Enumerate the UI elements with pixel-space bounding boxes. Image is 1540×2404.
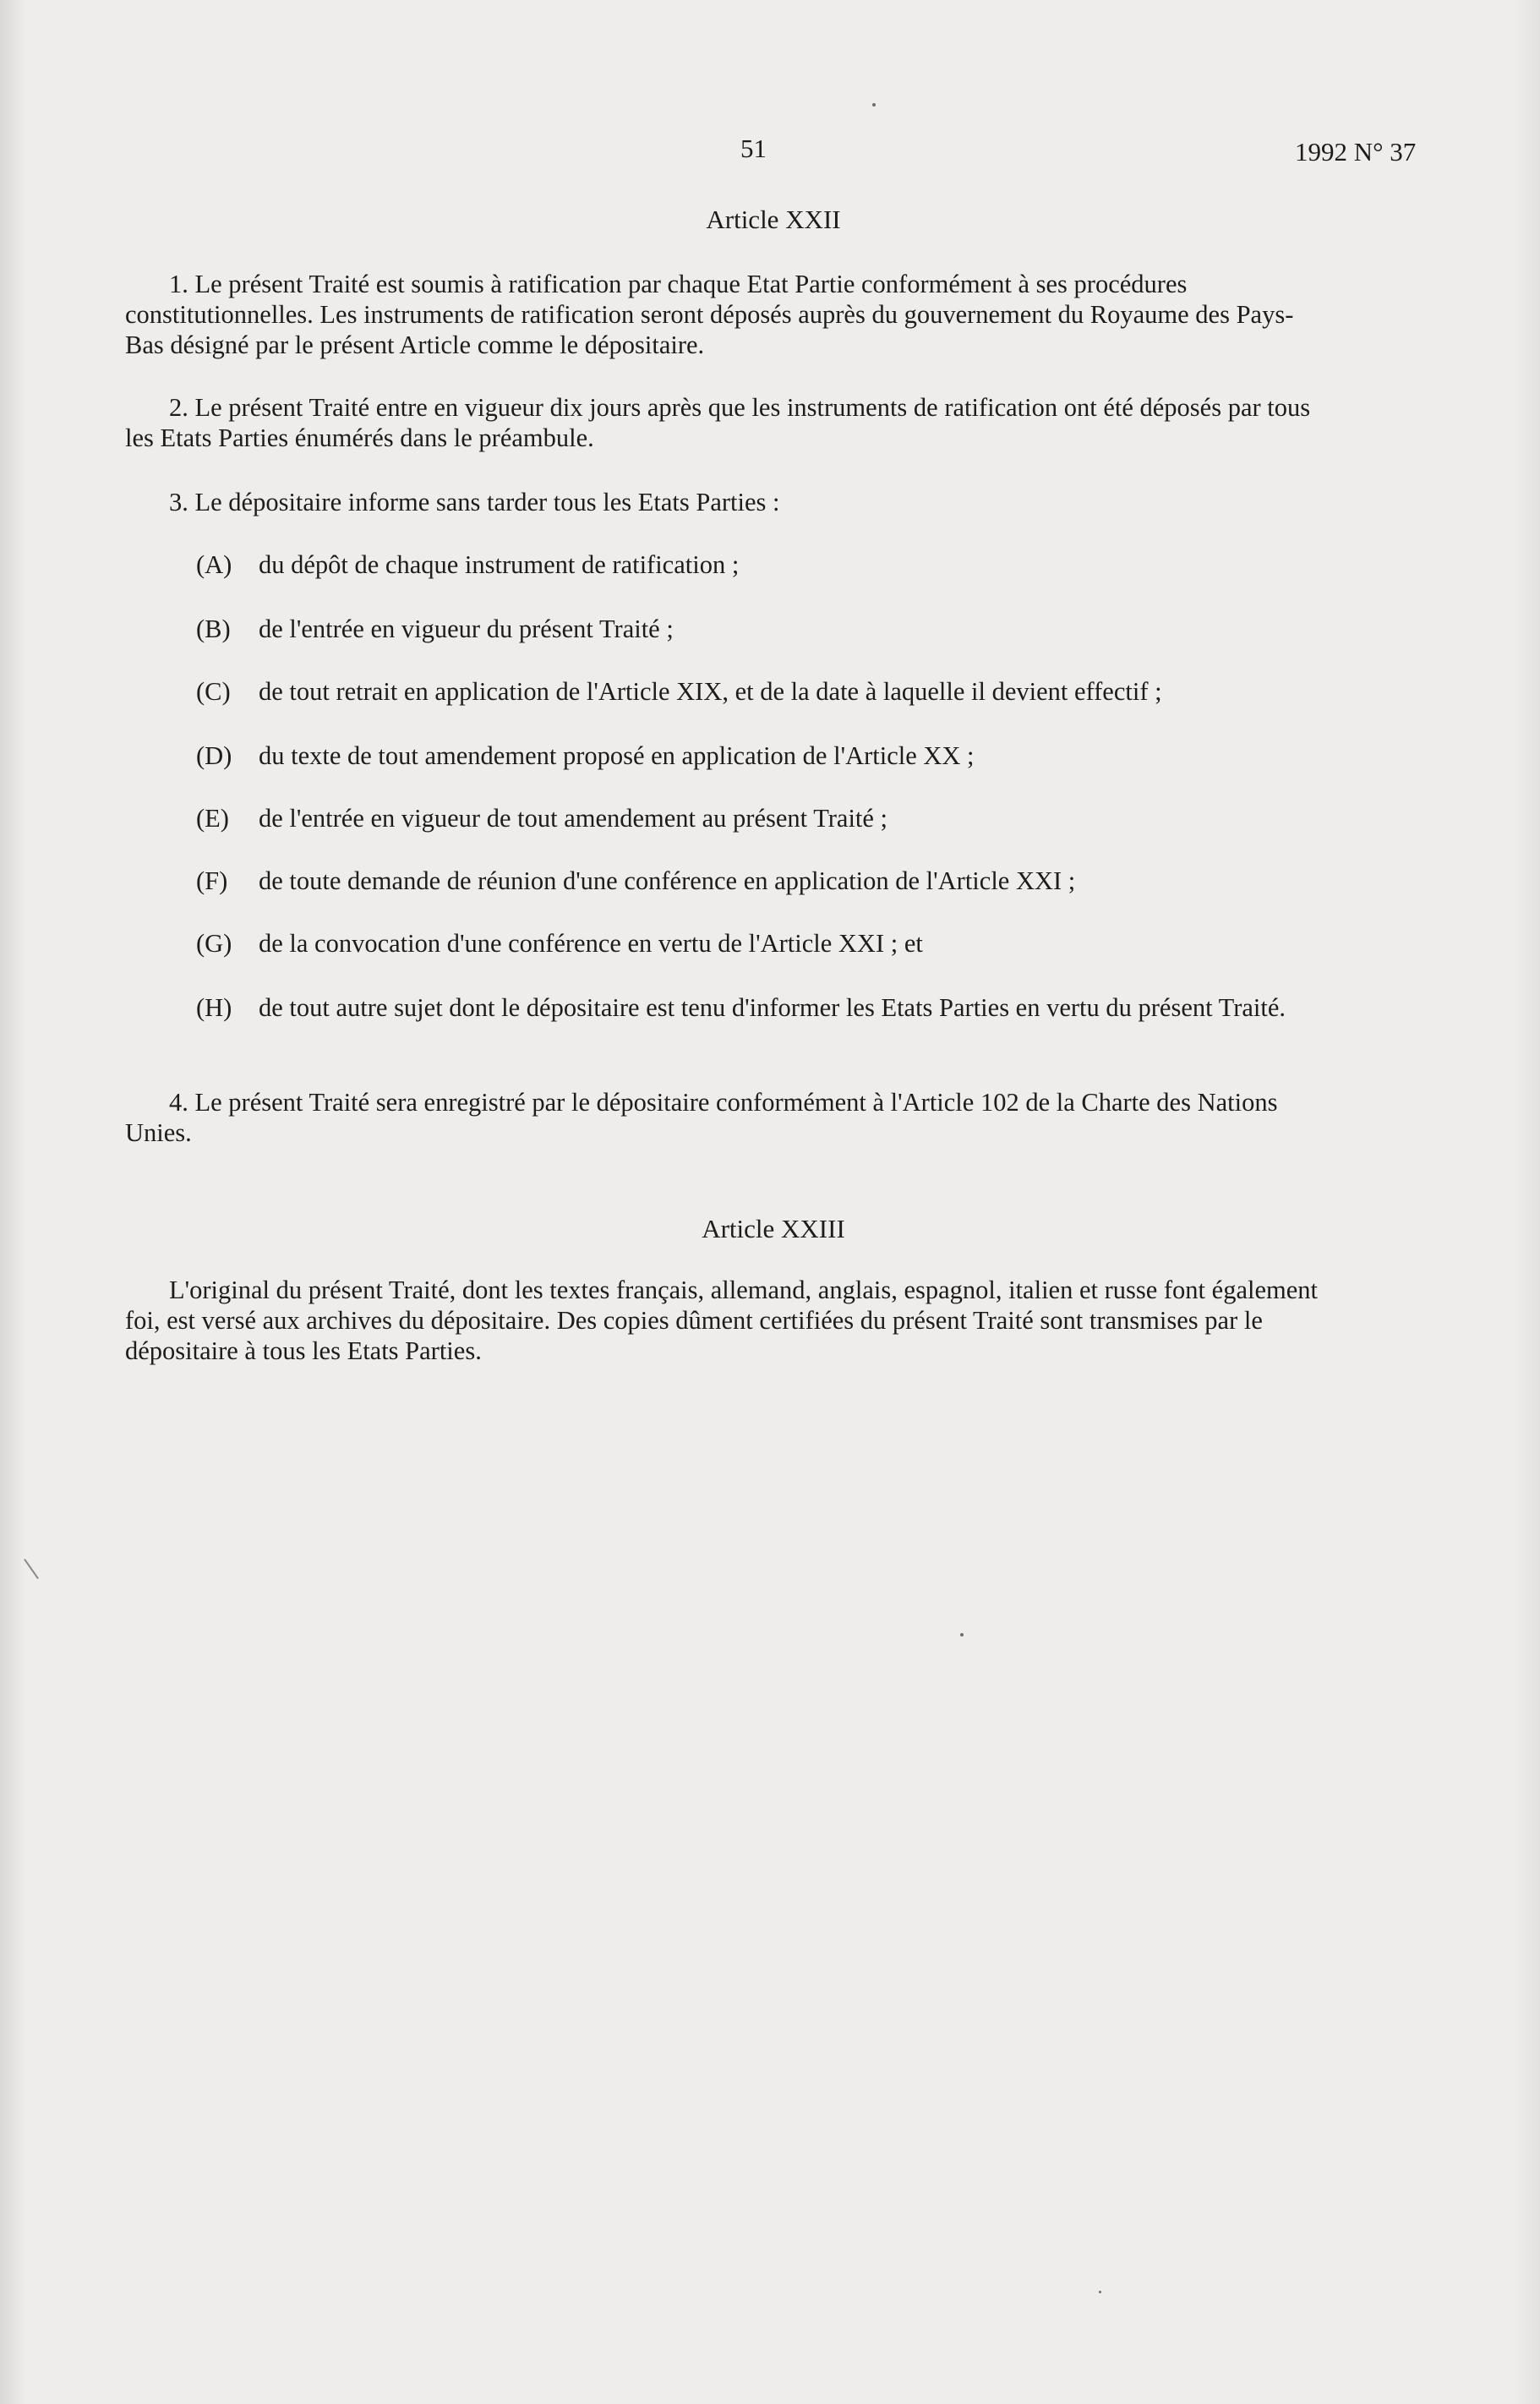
article-22-paragraph-2: 2. Le présent Traité entre en vigueur dix jours après que les instruments de ratification ont été déposés par tous les Etats Parties énumérés dans le préambule. bbox=[125, 393, 1311, 452]
list-item-c bbox=[196, 676, 1337, 707]
article-22-paragraph-3: 3. Le dépositaire informe sans tarder tous les Etats Parties : bbox=[169, 488, 780, 516]
list-item-text: de la convocation d'une conférence en vertu de l'Article XXI ; et bbox=[259, 929, 923, 958]
list-item-text: de l'entrée en vigueur du présent Traité ; bbox=[259, 615, 674, 643]
list-item-b bbox=[196, 614, 1337, 644]
list-item-letter: (F) bbox=[196, 866, 228, 895]
publication-reference: 1992 N° 37 bbox=[1295, 137, 1417, 167]
list-item-letter: (A) bbox=[196, 550, 232, 579]
list-item-g bbox=[196, 928, 1337, 959]
article-22-paragraph-1: 1. Le présent Traité est soumis à ratification par chaque Etat Partie conformément à ses procédures constitutionnelles. Les instruments de ratification seront déposés auprès du gouvernement du Royaume des Pays-Bas désigné par le présent Article comme le dépositaire. bbox=[125, 270, 1294, 359]
list-item-letter: (E) bbox=[196, 804, 229, 833]
margin-scratch bbox=[24, 1559, 39, 1579]
list-item-letter: (H) bbox=[196, 993, 232, 1022]
list-item-letter: (C) bbox=[196, 677, 231, 706]
page-number: 51 bbox=[740, 134, 767, 163]
paper-speck bbox=[1099, 2291, 1101, 2293]
list-item-text: du texte de tout amendement proposé en application de l'Article XX ; bbox=[259, 741, 975, 770]
list-item-text: de toute demande de réunion d'une conférence en application de l'Article XXI ; bbox=[259, 866, 1076, 895]
article-23-title: Article XXIII bbox=[702, 1214, 845, 1243]
article-23-paragraph-1: L'original du présent Traité, dont les textes français, allemand, anglais, espagnol, italien et russe font également foi, est versé aux archives du dépositaire. Des copies dûment certifiées du présent Traité sont transmises par le dépositaire à tous les Etats Parties. bbox=[125, 1276, 1318, 1365]
list-item-text: du dépôt de chaque instrument de ratification ; bbox=[259, 550, 740, 579]
paper-speck bbox=[872, 103, 876, 107]
list-item-text: de tout retrait en application de l'Article XIX, et de la date à laquelle il devient effectif ; bbox=[259, 677, 1162, 706]
list-item-text: de l'entrée en vigueur de tout amendement au présent Traité ; bbox=[259, 804, 888, 833]
list-item-letter: (B) bbox=[196, 615, 231, 643]
paper-speck bbox=[960, 1633, 964, 1636]
article-22-paragraph-4: 4. Le présent Traité sera enregistré par le dépositaire conformément à l'Article 102 de la Charte des Nations Unies. bbox=[125, 1088, 1278, 1147]
list-item-f bbox=[196, 866, 1337, 896]
list-item-e bbox=[196, 803, 1337, 833]
list-item-d bbox=[196, 740, 1337, 771]
list-item-a bbox=[196, 549, 1337, 580]
article-22-title: Article XXII bbox=[706, 205, 841, 234]
list-item-h bbox=[196, 992, 1337, 1023]
list-item-text: de tout autre sujet dont le dépositaire est tenu d'informer les Etats Parties en vertu du présent Traité. bbox=[259, 993, 1286, 1022]
list-item-letter: (D) bbox=[196, 741, 232, 770]
list-item-letter: (G) bbox=[196, 929, 232, 958]
